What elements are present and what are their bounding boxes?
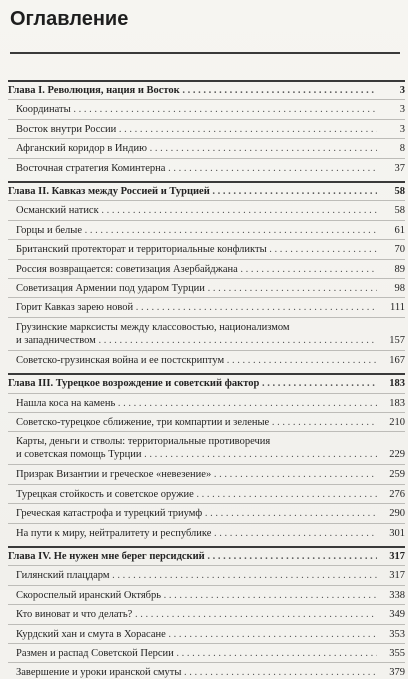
entry-label: Скороспелый иранский Октябрь . . . xyxy=(16,589,377,602)
entry-label-continued: и советская помощь Турции . . . xyxy=(16,448,377,461)
entry-separator xyxy=(8,643,405,644)
page-number: 355 xyxy=(389,648,405,659)
entry-separator xyxy=(8,464,405,465)
entry-separator xyxy=(8,624,405,625)
page-number: 183 xyxy=(389,397,405,409)
page-number: 183 xyxy=(389,378,405,390)
entry-separator xyxy=(8,278,405,279)
entry-label: Нашла коса на камень . . . xyxy=(16,397,377,410)
entry-separator xyxy=(8,317,405,318)
page-number: 259 xyxy=(389,469,405,481)
entry-label: Кто виноват и что делать? . . . xyxy=(16,608,377,621)
entry-label: Восток внутри России . . . xyxy=(16,123,377,136)
chapter-heading-1[interactable] xyxy=(8,84,405,97)
page-number: 301 xyxy=(389,527,405,539)
page-number: 317 xyxy=(389,551,405,562)
entry-separator xyxy=(8,503,405,504)
entry-label: Османский натиск . . . xyxy=(16,204,377,217)
entry-separator xyxy=(8,239,405,240)
page-number: 8 xyxy=(399,143,405,155)
entry-label: Турецкая стойкость и советское оружие . . . xyxy=(16,488,377,501)
entry-label-continued: и западничеством . . . xyxy=(16,334,377,347)
entry-label: Афганский коридор в Индию . . . xyxy=(16,142,377,155)
page-number: 3 xyxy=(399,85,405,96)
page-number: 338 xyxy=(389,589,405,601)
entry-separator xyxy=(8,662,405,663)
page-number: 379 xyxy=(389,667,405,679)
chapter-title: Глава III. Турецкое возрождение и советский фактор . . . xyxy=(8,377,377,390)
entry-label: Размен и распад Советской Персии . . . xyxy=(16,647,377,660)
chapter-heading-3[interactable] xyxy=(8,377,405,390)
page-number: 229 xyxy=(389,449,405,461)
chapter-title: Глава II. Кавказ между Россией и Турцией . . . xyxy=(8,185,377,198)
chapter-separator xyxy=(8,373,405,375)
entry-label: Гилянский плацдарм . . . xyxy=(16,569,377,582)
chapter-heading-4[interactable] xyxy=(8,550,405,563)
entry-label: Горцы и белые . . . xyxy=(16,224,377,237)
page-title: Оглавление xyxy=(10,8,129,30)
page-number: 58 xyxy=(394,186,405,197)
entry-label: Советско-турецкое сближение, три компартии и зеленые . . . xyxy=(16,416,377,429)
page-number: 89 xyxy=(394,263,405,275)
page-number: 3 xyxy=(399,123,405,135)
entry-separator xyxy=(8,565,405,566)
page-number: 317 xyxy=(389,570,405,582)
entry-label: Британский протекторат и территориальные конфликты . . . xyxy=(16,243,377,256)
entry-label: Горит Кавказ зарею новой . . . xyxy=(16,301,377,314)
entry-separator xyxy=(8,484,405,485)
entry-label: На пути к миру, нейтралитету и республике . . . xyxy=(16,527,377,540)
chapter-title: Глава I. Революция, нация и Восток . . . xyxy=(8,84,377,97)
entry-label: Восточная стратегия Коминтерна . . . xyxy=(16,162,377,175)
entry-separator xyxy=(8,431,405,432)
page-number: 111 xyxy=(390,302,405,314)
title-rule xyxy=(10,52,400,54)
page-number: 167 xyxy=(389,354,405,366)
entry-separator xyxy=(8,99,405,100)
entry-label: Греческая катастрофа и турецкий триумф . . . xyxy=(16,507,377,520)
page-number: 61 xyxy=(394,224,405,236)
entry-label: Призрак Византии и греческое «невезение» . . . xyxy=(16,468,377,481)
page-number: 276 xyxy=(389,488,405,500)
chapter-separator xyxy=(8,80,405,82)
page-number: 70 xyxy=(394,244,405,256)
entry-label: Курдский хан и смута в Хорасане . . . xyxy=(16,628,377,641)
page-number: 98 xyxy=(394,283,405,294)
entry-separator xyxy=(8,585,405,586)
page-number: 353 xyxy=(389,628,405,640)
page-number: 210 xyxy=(389,417,405,428)
entry-label: Советизация Армении под ударом Турции . . . xyxy=(16,282,377,295)
entry-label: Россия возвращается: советизация Азербайджана . . . xyxy=(16,263,377,276)
entry-separator xyxy=(8,200,405,201)
entry-separator xyxy=(8,604,405,605)
entry-separator xyxy=(8,412,405,413)
entry-separator xyxy=(8,138,405,139)
chapter-title: Глава IV. Не нужен мне берег персидский . . . xyxy=(8,550,377,563)
entry-separator xyxy=(8,119,405,120)
page-number: 157 xyxy=(389,334,405,346)
entry-label: Грузинские марксисты между классовостью, национализмом xyxy=(16,321,290,333)
page-number: 3 xyxy=(399,104,405,116)
entry-separator xyxy=(8,158,405,159)
entry-label: Завершение и уроки иранской смуты . . . xyxy=(16,666,377,679)
chapter-separator xyxy=(8,181,405,183)
page-number: 349 xyxy=(389,609,405,621)
entry-separator xyxy=(8,393,405,394)
entry-separator xyxy=(8,220,405,221)
chapter-separator xyxy=(8,546,405,548)
entry-separator xyxy=(8,259,405,260)
entry-separator xyxy=(8,350,405,351)
entry-separator xyxy=(8,297,405,298)
entry-label: Карты, деньги и стволы: территориальные противоречия xyxy=(16,436,271,448)
entry-label: Координаты . . . xyxy=(16,103,377,116)
page-number: 37 xyxy=(394,162,405,174)
page-number: 290 xyxy=(389,508,405,520)
show-through-text xyxy=(232,4,408,82)
entry-label: Советско-грузинская война и ее постскриптум . . . xyxy=(16,354,377,367)
chapter-heading-2[interactable] xyxy=(8,185,405,198)
page-number: 58 xyxy=(394,205,405,217)
entry-separator xyxy=(8,523,405,524)
